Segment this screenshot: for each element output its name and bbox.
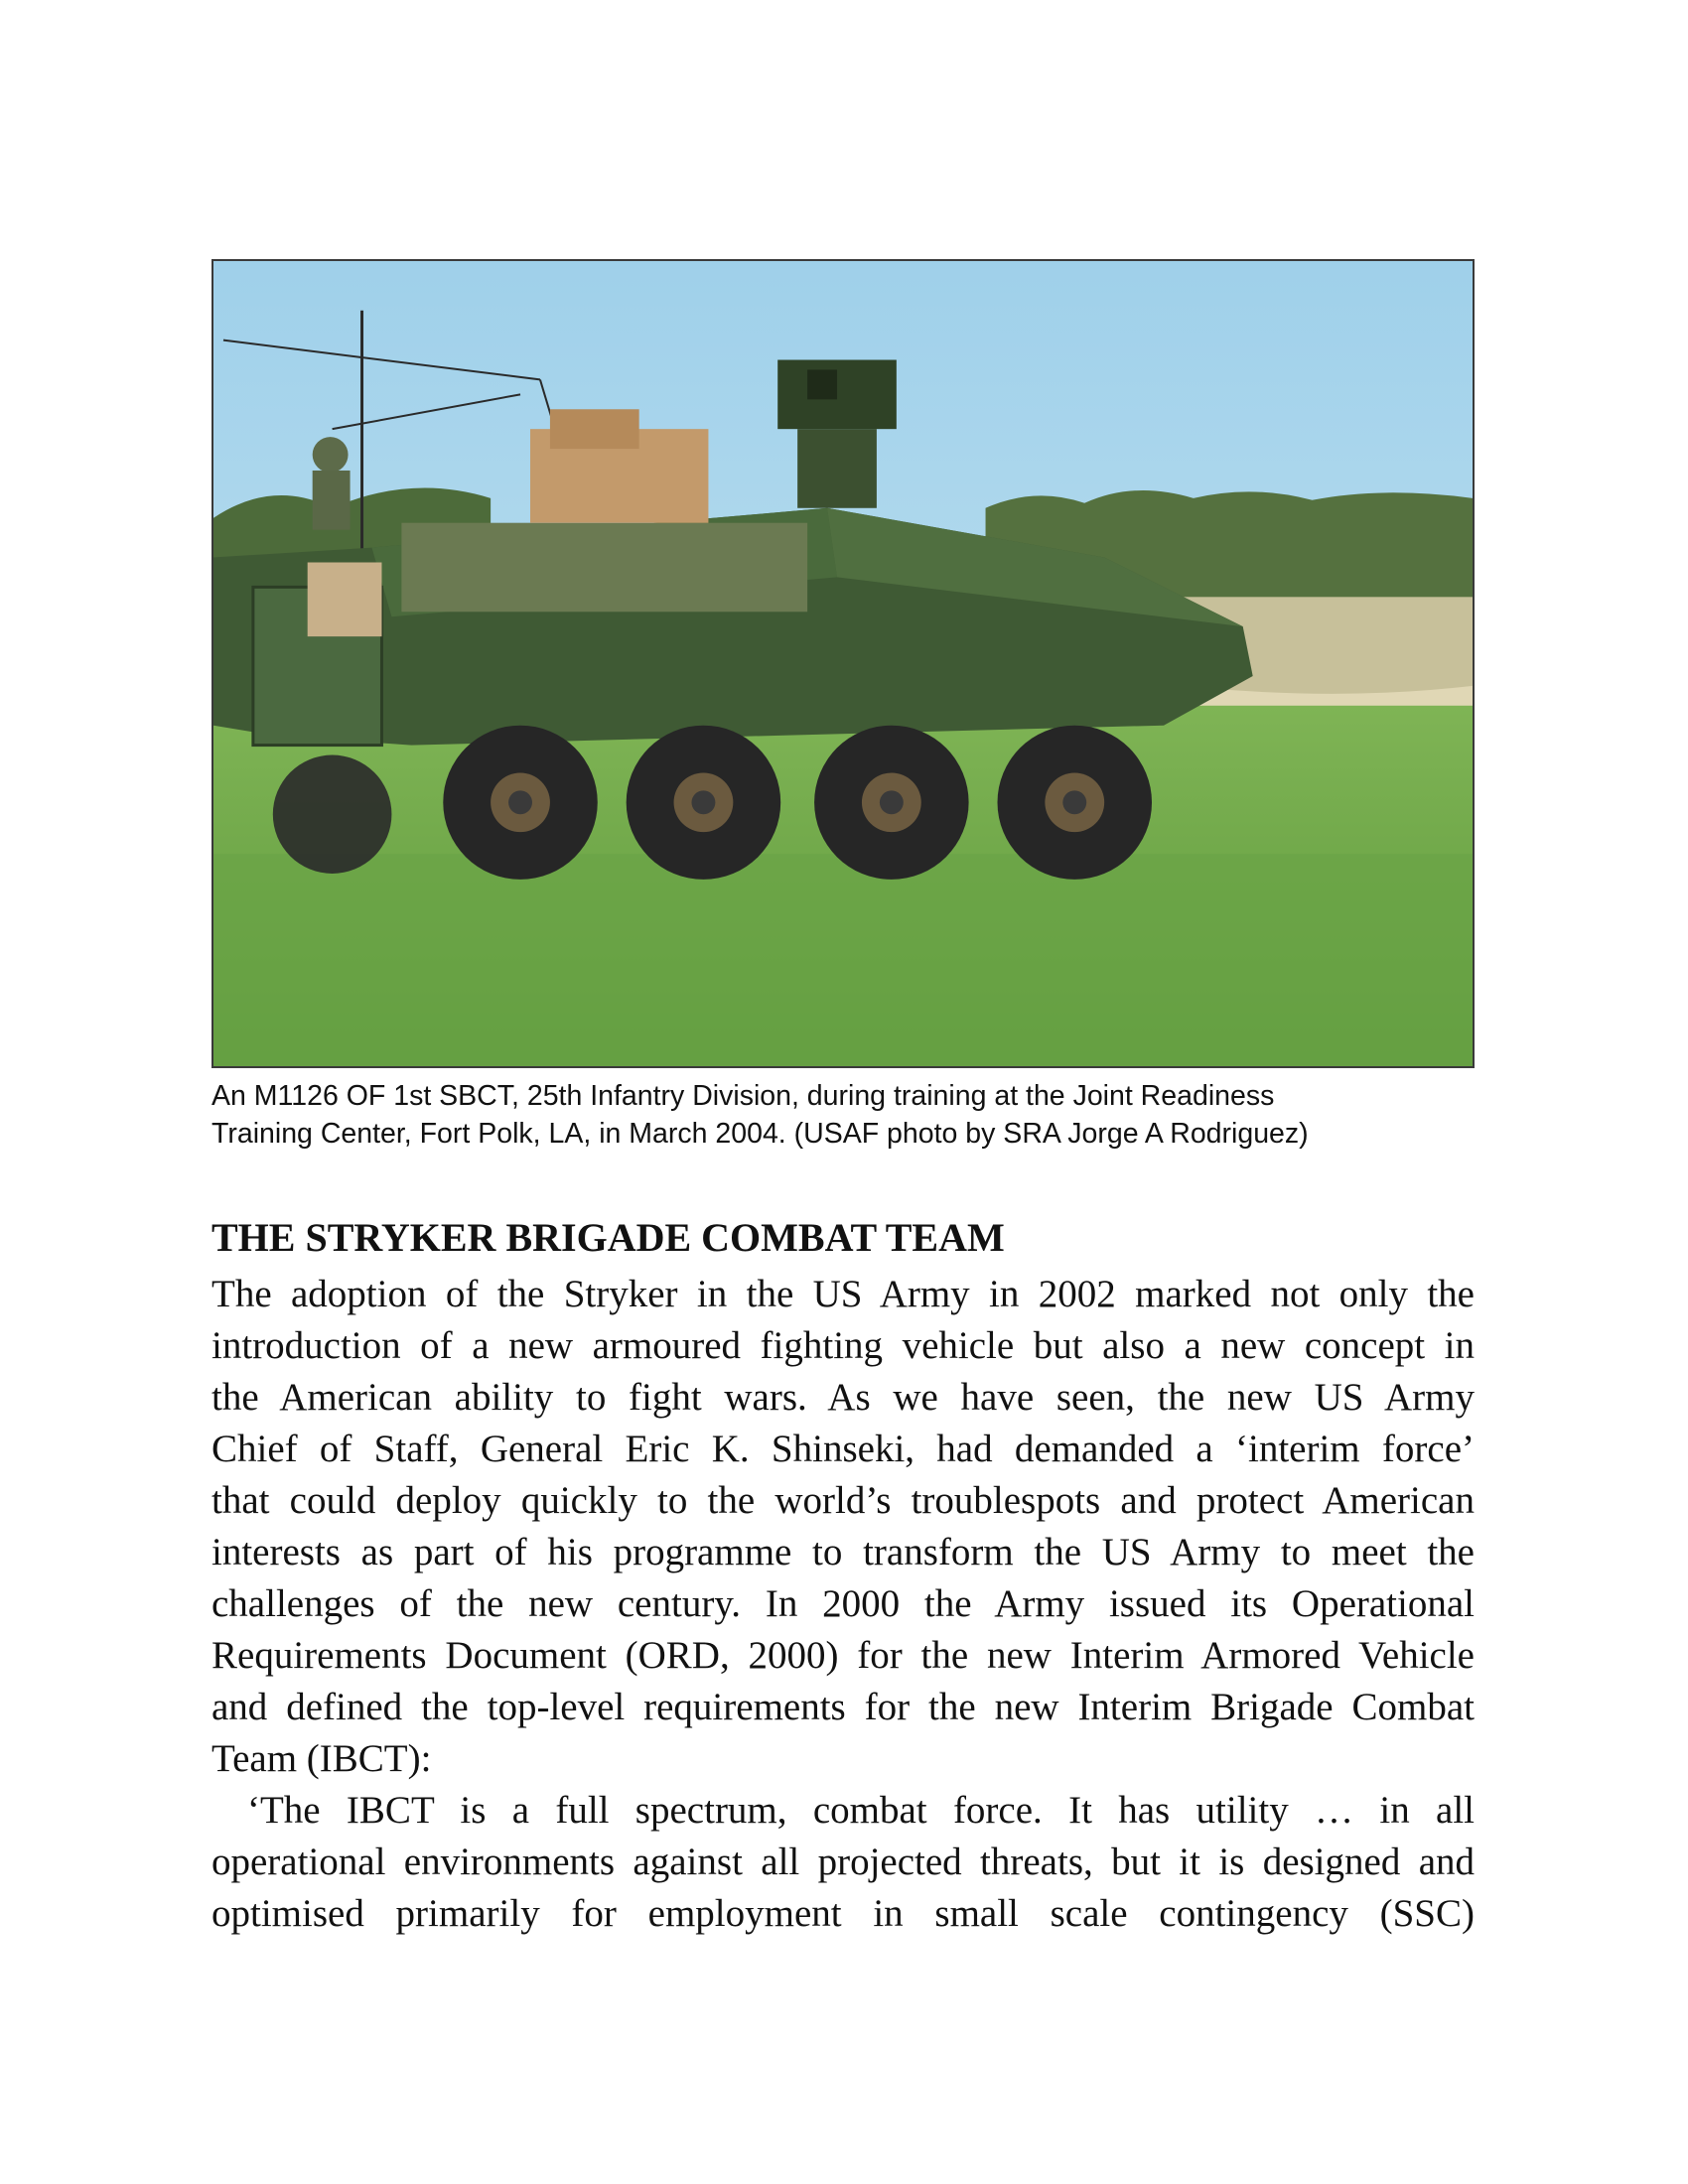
caption-line: Training Center, Fort Polk, LA, in March 2004. (USAF photo by SRA Jorge A Rodriguez) (211, 1118, 1309, 1150)
stryker-vehicle-illustration (213, 261, 1473, 1066)
vehicle-photo (211, 259, 1475, 1068)
paragraph-line: and defined the top-level requirements for the new Interim Brigade Combat (211, 1686, 1475, 1728)
paragraph-line: interests as part of his programme to transform the US Army to meet the (211, 1531, 1475, 1573)
section-heading: THE STRYKER BRIGADE COMBAT TEAM (211, 1215, 1005, 1260)
paragraph-line: introduction of a new armoured fighting vehicle but also a new concept in (211, 1324, 1475, 1367)
paragraph-line: Team (IBCT): (211, 1737, 432, 1780)
paragraph-line: ‘The IBCT is a full spectrum, combat force. It has utility … in all (247, 1789, 1475, 1832)
paragraph-line: operational environments against all projected threats, but it is designed and (211, 1841, 1475, 1883)
body-text (211, 1269, 1475, 1940)
figure-caption (211, 1077, 1492, 1153)
paragraph-line: optimised primarily for employment in small scale contingency (SSC) (211, 1892, 1475, 1935)
paragraph-line: Chief of Staff, General Eric K. Shinseki, had demanded a ‘interim force’ (211, 1428, 1475, 1470)
paragraph-line: challenges of the new century. In 2000 the Army issued its Operational (211, 1582, 1475, 1625)
paragraph-line: Requirements Document (ORD, 2000) for the new Interim Armored Vehicle (211, 1634, 1475, 1677)
caption-line: An M1126 OF 1st SBCT, 25th Infantry Division, during training at the Joint Readiness (211, 1080, 1275, 1112)
paragraph-line: that could deploy quickly to the world’s troublespots and protect American (211, 1479, 1475, 1522)
paragraph-line: The adoption of the Stryker in the US Army in 2002 marked not only the (211, 1273, 1475, 1315)
paragraph-line: the American ability to fight wars. As we have seen, the new US Army (211, 1376, 1475, 1419)
